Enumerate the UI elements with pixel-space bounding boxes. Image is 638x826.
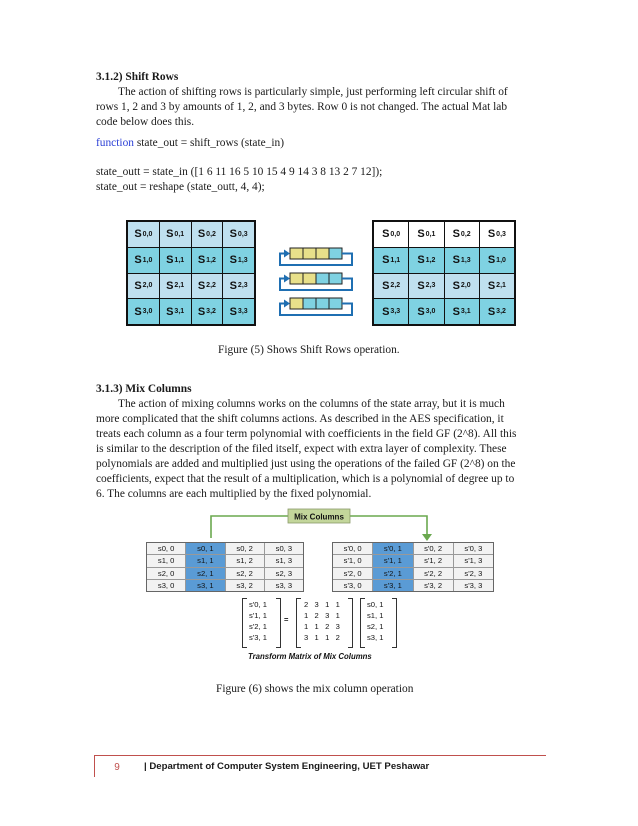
state-table-cell: s0, 0 — [147, 543, 185, 554]
mix-columns-connector — [142, 502, 498, 542]
matrix-entry: 1 2 3 1 — [304, 611, 340, 620]
state-table-cell: s3, 0 — [147, 580, 185, 591]
paragraph-line: The action of mixing columns works on the columns of the state array, but it is much — [118, 398, 505, 410]
state-table-cell: s1, 0 — [147, 555, 185, 566]
state-table-cell: s'3, 1 — [373, 580, 412, 591]
shift-cell — [329, 248, 342, 259]
section-heading-shift-rows: 3.1.2) Shift Rows — [96, 71, 179, 83]
matrix-entry: 3 1 1 2 — [304, 633, 340, 642]
state-table-cell: s'0, 2 — [414, 543, 453, 554]
state-cell: S 1,3 — [445, 248, 479, 273]
state-table-cell: s'1, 0 — [333, 555, 372, 566]
state-table-before — [146, 542, 304, 592]
state-table-cell: s1, 1 — [186, 555, 224, 566]
state-table-cell: s'3, 0 — [333, 580, 372, 591]
mix-columns-banner-label: Mix Columns — [294, 512, 344, 522]
paragraph-line: coefficients, expect that the result of a multiplication, which is a polynomial of degree up to — [96, 473, 515, 485]
state-cell: S 2,3 — [223, 274, 254, 299]
state-cell: S 1,0 — [128, 248, 159, 273]
state-cell: S 2,0 — [445, 274, 479, 299]
paragraph-line: The action of shifting rows is particularly simple, just performing left circular shift of — [118, 86, 508, 98]
shift-cell — [329, 298, 342, 309]
matrix-entry: s'3, 1 — [249, 633, 267, 642]
paragraph-line: code below does this. — [96, 116, 195, 128]
state-table-cell: s1, 2 — [226, 555, 264, 566]
code-line-3: state_out = reshape (state_outt, 4, 4); — [96, 181, 265, 193]
state-table-cell: s'0, 0 — [333, 543, 372, 554]
state-table-after — [332, 542, 494, 592]
state-cell: S 3,0 — [409, 299, 443, 324]
state-cell: S 0,3 — [223, 222, 254, 247]
shift-cell — [329, 273, 342, 284]
matrix-caption: Transform Matrix of Mix Columns — [248, 652, 372, 661]
state-table-cell: s1, 3 — [265, 555, 303, 566]
state-table-cell: s2, 0 — [147, 568, 185, 579]
state-table-cell: s'1, 3 — [454, 555, 493, 566]
matrix-entry: s0, 1 — [367, 600, 384, 609]
equals-sign: = — [284, 615, 289, 624]
code-function-line — [96, 136, 544, 151]
state-cell: S 3,3 — [374, 299, 408, 324]
state-cell: S 3,1 — [445, 299, 479, 324]
state-table-cell: s0, 3 — [265, 543, 303, 554]
state-cell: S 1,0 — [480, 248, 514, 273]
state-cell: S 0,1 — [160, 222, 191, 247]
paragraph-line: is similar to the description of the filed itself, expect with extra layer of complexity. These — [96, 443, 507, 455]
state-cell: S 3,3 — [223, 299, 254, 324]
shift-cell — [290, 298, 303, 309]
state-table-cell: s'2, 1 — [373, 568, 412, 579]
matrix-entry: 2 3 1 1 — [304, 600, 340, 609]
state-table-cell: s'3, 3 — [454, 580, 493, 591]
state-cell: S 3,0 — [128, 299, 159, 324]
transform-matrix — [304, 599, 340, 643]
paragraph-line: rows 1, 2 and 3 by amounts of 1, 2, and 3 bytes. Row 0 is not changed. The actual Mat lab — [96, 101, 508, 113]
shift-cell — [290, 248, 303, 259]
state-table-cell: s3, 1 — [186, 580, 224, 591]
state-table-cell: s3, 2 — [226, 580, 264, 591]
arrow-head — [284, 275, 290, 283]
shift-cell — [316, 248, 329, 259]
shift-cell — [303, 298, 316, 309]
figure5-caption: Figure (5) Shows Shift Rows operation. — [218, 344, 400, 356]
footer-department: | Department of Computer System Engineering, UET Peshawar — [144, 761, 430, 772]
state-matrix-after — [372, 220, 516, 326]
shift-rows-figure — [126, 220, 516, 330]
matrix-entry: s2, 1 — [367, 622, 384, 631]
shift-arrows-diagram — [276, 242, 372, 322]
state-cell: S 2,1 — [160, 274, 191, 299]
paragraph-line: polynomials are added and multiplied just using the operations of the failed GF (2^8) on the — [96, 458, 516, 470]
bracket-right — [348, 598, 353, 648]
state-table-cell: s'3, 2 — [414, 580, 453, 591]
footer-rule — [94, 755, 546, 756]
state-table-cell: s'2, 2 — [414, 568, 453, 579]
shift-rows-paragraph — [96, 85, 544, 130]
state-table-cell: s3, 3 — [265, 580, 303, 591]
paragraph-line: more complicated that the shift columns actions. As described in the AES specification, it — [96, 413, 504, 425]
state-cell: S 0,3 — [480, 222, 514, 247]
state-cell: S 2,0 — [128, 274, 159, 299]
state-cell: S 0,0 — [374, 222, 408, 247]
state-cell: S 1,2 — [409, 248, 443, 273]
page-number: 9 — [114, 762, 120, 773]
state-cell: S 2,3 — [409, 274, 443, 299]
matrix-entry: s1, 1 — [367, 611, 384, 620]
page-footer — [94, 755, 546, 777]
bracket-left — [296, 598, 301, 648]
shift-cell — [290, 273, 303, 284]
state-table-cell: s'1, 1 — [373, 555, 412, 566]
figure6-caption: Figure (6) shows the mix column operation — [216, 683, 414, 695]
state-cell: S 1,2 — [192, 248, 223, 273]
bracket-right — [276, 598, 281, 648]
state-cell: S 0,2 — [445, 222, 479, 247]
state-cell: S 3,2 — [192, 299, 223, 324]
state-table-cell: s'2, 0 — [333, 568, 372, 579]
state-table-cell: s0, 1 — [186, 543, 224, 554]
arrow-head — [284, 300, 290, 308]
state-cell: S 2,2 — [192, 274, 223, 299]
footer-page-box — [94, 756, 139, 777]
state-cell: S 3,2 — [480, 299, 514, 324]
matrix-entry: s'1, 1 — [249, 611, 267, 620]
state-cell: S 1,3 — [223, 248, 254, 273]
shift-cell — [316, 273, 329, 284]
state-cell: S 3,1 — [160, 299, 191, 324]
code-signature: state_out = shift_rows (state_in) — [133, 137, 285, 149]
section-heading-mix-columns: 3.1.3) Mix Columns — [96, 383, 192, 395]
result-vector — [249, 599, 267, 643]
matrix-entry: s'2, 1 — [249, 622, 267, 631]
state-table-cell: s'0, 3 — [454, 543, 493, 554]
state-cell: S 1,1 — [160, 248, 191, 273]
state-table-cell: s'0, 1 — [373, 543, 412, 554]
paragraph-line: 6. The columns are each multiplied by the fixed polynomial. — [96, 488, 372, 500]
matrix-entry: s'0, 1 — [249, 600, 267, 609]
state-cell: S 2,2 — [374, 274, 408, 299]
mix-columns-figure — [142, 502, 498, 670]
code-keyword: function — [96, 137, 134, 149]
shift-cell — [303, 273, 316, 284]
state-table-cell: s0, 2 — [226, 543, 264, 554]
input-vector — [367, 599, 383, 643]
matrix-entry: s3, 1 — [367, 633, 384, 642]
state-cell: S 0,2 — [192, 222, 223, 247]
state-table-cell: s'1, 2 — [414, 555, 453, 566]
state-table-cell: s2, 2 — [226, 568, 264, 579]
state-table-cell: s2, 1 — [186, 568, 224, 579]
paragraph-line: treats each column as a four term polynomial with coefficients in the field GF (2^8). All this — [96, 428, 517, 440]
state-cell: S 0,0 — [128, 222, 159, 247]
state-cell: S 0,1 — [409, 222, 443, 247]
mix-columns-paragraph — [96, 397, 546, 502]
bracket-right — [392, 598, 397, 648]
bracket-left — [360, 598, 365, 648]
matrix-entry: 1 1 2 3 — [304, 622, 340, 631]
state-table-cell: s2, 3 — [265, 568, 303, 579]
state-table-cell: s'2, 3 — [454, 568, 493, 579]
shift-cell — [316, 298, 329, 309]
shift-cell — [303, 248, 316, 259]
code-line-2: state_outt = state_in ([1 6 11 16 5 10 15 4 9 14 3 8 13 2 7 12]); — [96, 166, 383, 178]
state-matrix-before — [126, 220, 256, 326]
bracket-left — [242, 598, 247, 648]
arrow-head — [284, 250, 290, 258]
state-cell: S 1,1 — [374, 248, 408, 273]
state-cell: S 2,1 — [480, 274, 514, 299]
